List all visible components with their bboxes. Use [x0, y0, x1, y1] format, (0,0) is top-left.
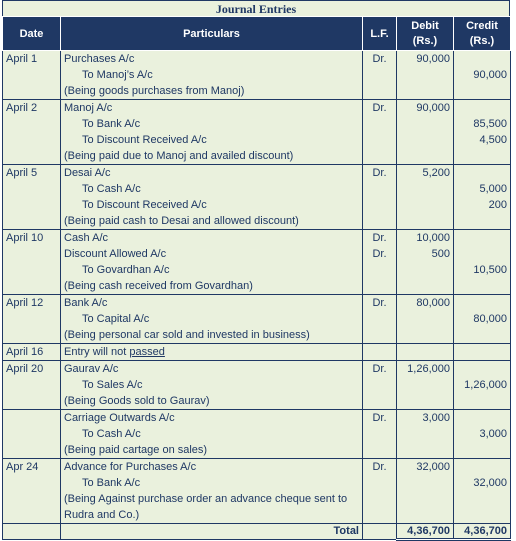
entry-debit	[397, 410, 454, 459]
entry-particulars	[61, 344, 363, 361]
debit-amount	[400, 311, 450, 327]
particulars-line: Advance for Purchases A/c	[64, 461, 197, 473]
particulars-line: (Being paid cash to Desai and allowed discount)	[64, 215, 299, 227]
entry-date-text: April 2	[6, 102, 38, 114]
entry-credit	[454, 51, 511, 100]
dr-marker: Dr.	[372, 102, 387, 114]
particulars-line: Manoj A/c	[64, 102, 113, 114]
dr-marker	[366, 442, 393, 458]
entry-date-text: April 5	[6, 167, 38, 179]
debit-amount	[400, 377, 450, 393]
dr-marker	[366, 116, 393, 132]
entry-date	[3, 165, 61, 230]
total-label: Total	[61, 524, 363, 540]
debit-amount: 90,000	[416, 53, 450, 65]
entry-credit	[454, 361, 511, 410]
credit-amount: 4,500	[479, 134, 507, 146]
dr-marker	[366, 327, 393, 343]
particulars-line: Purchases A/c	[64, 53, 135, 65]
header-date: Date	[3, 17, 61, 51]
header-debit	[397, 17, 454, 51]
dr-marker	[366, 67, 393, 83]
entry-credit	[454, 295, 511, 344]
debit-amount: 500	[431, 248, 450, 260]
entry-lf	[363, 459, 397, 524]
debit-amount: 10,000	[416, 232, 450, 244]
dr-marker	[366, 148, 393, 164]
entry-debit	[397, 295, 454, 344]
entry-date-text	[6, 410, 57, 426]
entry-date	[3, 51, 61, 100]
credit-amount: 5,000	[479, 183, 507, 195]
entry-credit	[454, 410, 511, 459]
credit-amount	[457, 459, 507, 475]
debit-amount: 5,200	[422, 167, 450, 179]
credit-amount	[457, 327, 507, 343]
journal-entry-row	[3, 410, 511, 459]
entry-lf	[363, 410, 397, 459]
dr-marker	[366, 181, 393, 197]
credit-amount	[457, 148, 507, 164]
debit-amount: 3,000	[422, 412, 450, 424]
debit-amount: 1,26,000	[407, 363, 450, 375]
debit-amount	[400, 426, 450, 442]
particulars-line: (Being Against purchase order an advance cheque sent to Rudra and Co.)	[64, 493, 348, 521]
credit-amount: 32,000	[473, 477, 507, 489]
dr-marker: Dr.	[372, 412, 387, 424]
entry-date-text: April 10	[6, 232, 44, 244]
dr-marker: Dr.	[372, 363, 387, 375]
entry-debit	[397, 230, 454, 295]
debit-amount	[400, 67, 450, 83]
dr-marker	[366, 377, 393, 393]
header-row	[3, 17, 511, 51]
particulars-underlined-text: passed	[129, 346, 165, 358]
debit-amount	[400, 442, 450, 458]
credit-amount	[457, 165, 507, 181]
entry-lf	[363, 361, 397, 410]
total-debit: 4,36,700	[397, 524, 454, 540]
particulars-line: Gaurav A/c	[64, 363, 119, 375]
entry-date	[3, 344, 61, 361]
credit-amount	[457, 230, 507, 246]
entry-date-text: Apr 24	[6, 461, 39, 473]
debit-amount	[400, 181, 450, 197]
entry-date-text: April 20	[6, 363, 44, 375]
credit-amount: 90,000	[473, 69, 507, 81]
entry-lf	[363, 165, 397, 230]
entry-credit	[454, 459, 511, 524]
credit-amount	[457, 442, 507, 458]
credit-amount	[457, 393, 507, 409]
journal-entry-row	[3, 100, 511, 165]
particulars-line: (Being paid cartage on sales)	[64, 444, 208, 456]
debit-amount: 80,000	[416, 297, 450, 309]
dr-marker	[366, 278, 393, 294]
credit-amount	[457, 278, 507, 294]
header-credit	[454, 17, 511, 51]
dr-marker	[366, 393, 393, 409]
journal-entry-row	[3, 165, 511, 230]
credit-account-line: To Manoj’s A/c	[82, 69, 153, 81]
header-debit-unit: (Rs.)	[412, 34, 438, 47]
entry-credit	[454, 100, 511, 165]
entry-date	[3, 295, 61, 344]
debit-amount	[400, 262, 450, 278]
particulars-line: Discount Allowed A/c	[64, 248, 167, 260]
entry-lf	[363, 100, 397, 165]
dr-marker	[366, 426, 393, 442]
dr-marker	[366, 344, 393, 360]
entry-particulars	[61, 361, 363, 410]
credit-amount: 3,000	[479, 428, 507, 440]
dr-marker: Dr.	[372, 167, 387, 179]
entry-particulars	[61, 165, 363, 230]
entry-particulars	[61, 100, 363, 165]
debit-amount	[400, 491, 450, 523]
debit-amount	[400, 197, 450, 213]
dr-marker: Dr.	[372, 232, 387, 244]
credit-amount	[457, 295, 507, 311]
credit-amount: 85,500	[473, 118, 507, 130]
journal-table	[2, 16, 511, 541]
debit-amount	[400, 344, 450, 360]
particulars-line	[64, 344, 359, 360]
debit-amount: 90,000	[416, 102, 450, 114]
header-credit-label: Credit	[466, 19, 498, 32]
dr-marker	[366, 475, 393, 491]
dr-marker	[366, 491, 393, 523]
dr-marker: Dr.	[372, 297, 387, 309]
credit-amount	[457, 51, 507, 67]
entry-particulars	[61, 459, 363, 524]
header-credit-unit: (Rs.)	[469, 34, 495, 47]
debit-amount	[400, 475, 450, 491]
total-credit: 4,36,700	[454, 524, 511, 540]
dr-marker: Dr.	[372, 461, 387, 473]
entry-particulars	[61, 295, 363, 344]
page-title: Journal Entries	[2, 0, 510, 16]
dr-marker	[366, 83, 393, 99]
credit-account-line: To Discount Received A/c	[82, 199, 207, 211]
dr-marker	[366, 262, 393, 278]
journal-entry-row	[3, 51, 511, 100]
entry-date	[3, 361, 61, 410]
credit-amount	[457, 344, 507, 360]
entry-lf	[363, 344, 397, 361]
dr-marker	[366, 311, 393, 327]
particulars-line: (Being Goods sold to Gaurav)	[64, 395, 210, 407]
dr-marker	[366, 197, 393, 213]
debit-amount	[400, 327, 450, 343]
header-lf: L.F.	[363, 17, 397, 51]
debit-amount	[400, 83, 450, 99]
credit-account-line: To Cash A/c	[82, 183, 141, 195]
credit-amount: 80,000	[473, 313, 507, 325]
dr-marker	[366, 132, 393, 148]
credit-amount: 10,500	[473, 264, 507, 276]
debit-amount	[400, 116, 450, 132]
particulars-line: (Being paid due to Manoj and availed discount)	[64, 150, 294, 162]
credit-account-line: To Bank A/c	[82, 118, 141, 130]
debit-amount	[400, 148, 450, 164]
entry-debit	[397, 100, 454, 165]
credit-account-line: To Discount Received A/c	[82, 134, 207, 146]
entry-debit	[397, 361, 454, 410]
entry-lf	[363, 295, 397, 344]
particulars-line: Cash A/c	[64, 232, 109, 244]
particulars-text: Entry will not	[64, 346, 130, 358]
particulars-line: Carriage Outwards A/c	[64, 412, 175, 424]
entry-date-text: April 1	[6, 53, 38, 65]
particulars-line: Bank A/c	[64, 297, 108, 309]
debit-amount	[400, 132, 450, 148]
credit-account-line: To Sales A/c	[82, 379, 143, 391]
debit-amount	[400, 278, 450, 294]
entry-date	[3, 410, 61, 459]
entry-date-text: April 16	[6, 346, 44, 358]
particulars-line: (Being goods purchases from Manoj)	[64, 85, 245, 97]
entry-debit	[397, 51, 454, 100]
entry-date	[3, 230, 61, 295]
entry-lf	[363, 230, 397, 295]
entry-particulars	[61, 51, 363, 100]
credit-amount	[457, 100, 507, 116]
debit-amount: 32,000	[416, 461, 450, 473]
debit-amount	[400, 213, 450, 229]
credit-account-line: To Capital A/c	[82, 313, 150, 325]
credit-amount	[457, 410, 507, 426]
dr-marker: Dr.	[372, 53, 387, 65]
entry-credit	[454, 344, 511, 361]
header-debit-label: Debit	[411, 19, 439, 32]
entry-credit	[454, 165, 511, 230]
dr-marker: Dr.	[372, 248, 387, 260]
journal-entry-row	[3, 344, 511, 361]
journal-entries	[3, 51, 511, 524]
entry-debit	[397, 459, 454, 524]
entry-particulars	[61, 230, 363, 295]
journal-entry-row	[3, 230, 511, 295]
entry-debit	[397, 344, 454, 361]
journal-entry-row	[3, 295, 511, 344]
entry-debit	[397, 165, 454, 230]
entry-date-text: April 12	[6, 297, 44, 309]
journal-entry-row	[3, 459, 511, 524]
credit-account-line: To Govardhan A/c	[82, 264, 170, 276]
credit-amount	[457, 83, 507, 99]
entry-date	[3, 100, 61, 165]
credit-amount: 1,26,000	[464, 379, 507, 391]
entry-credit	[454, 230, 511, 295]
entry-lf	[363, 51, 397, 100]
debit-amount	[400, 393, 450, 409]
credit-account-line: To Bank A/c	[82, 477, 141, 489]
credit-amount	[457, 246, 507, 262]
credit-amount	[457, 361, 507, 377]
entry-particulars	[61, 410, 363, 459]
particulars-line: Desai A/c	[64, 167, 111, 179]
particulars-line: (Being personal car sold and invested in business)	[64, 329, 310, 341]
dr-marker	[366, 213, 393, 229]
credit-amount	[457, 213, 507, 229]
credit-amount	[457, 491, 507, 523]
header-particulars: Particulars	[61, 17, 363, 51]
credit-account-line: To Cash A/c	[82, 428, 141, 440]
credit-amount: 200	[488, 199, 507, 211]
journal-entry-row	[3, 361, 511, 410]
particulars-line: (Being cash received from Govardhan)	[64, 280, 253, 292]
entry-date	[3, 459, 61, 524]
